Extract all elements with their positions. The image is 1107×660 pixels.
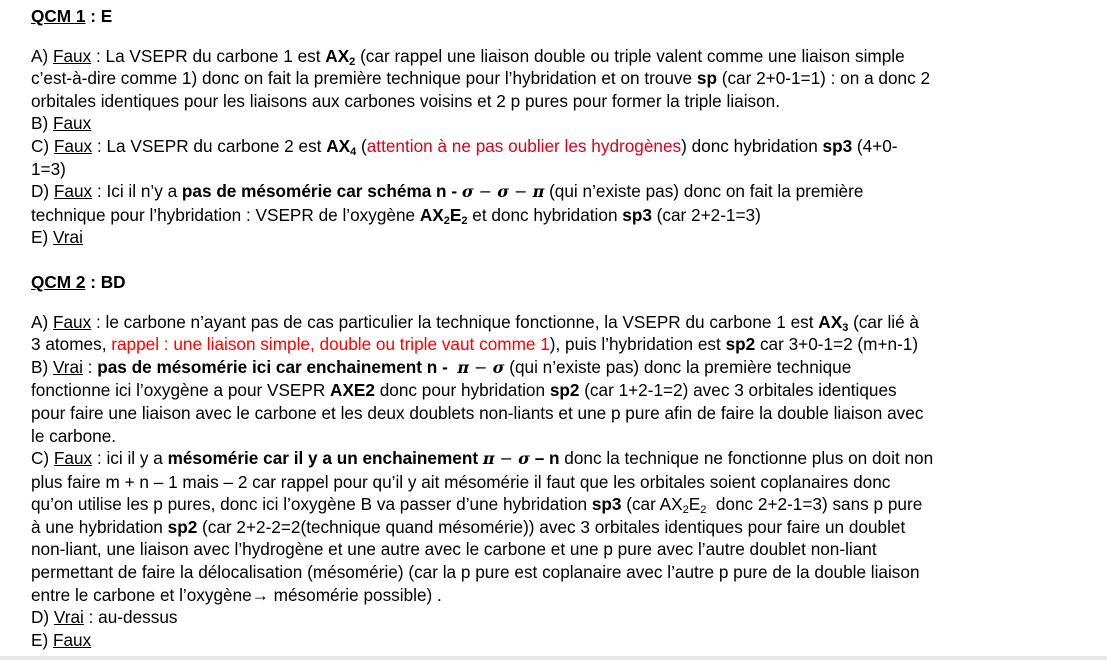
text: : Ici il n’y a	[92, 181, 182, 202]
item-letter: D)	[31, 181, 54, 202]
text: : le carbone n’ayant pas de cas particulier la technique fonctionne, la VSEPR du carbone 1 est	[91, 311, 819, 332]
bold-term: pas de mésomérie car schéma n -	[181, 181, 462, 202]
subscript: 2	[682, 504, 689, 517]
bold-term: sp2	[549, 380, 580, 401]
text: car 3+0-1=2 (m+n-1)	[755, 334, 919, 355]
bold-term: sp	[696, 68, 717, 89]
minus-symbol: −	[473, 182, 498, 202]
text: (car rappel une liaison double ou triple valent comme une liaison simple	[355, 45, 905, 66]
item-letter: A)	[31, 45, 53, 66]
text: (car 2+0-1=1) : on a donc 2	[716, 68, 931, 89]
bold-term: – n	[529, 448, 560, 469]
text: permettant de faire la délocalisation (mésomérie) (car la p pure est coplanaire avec l’autre p pure de la double liaison	[31, 562, 920, 583]
formula-text: AX	[325, 45, 350, 66]
text: donc 2+2-1=3) sans p pure	[706, 494, 923, 515]
text: plus faire m + n – 1 mais – 2 car rappel pour qu’il y ait mésomérie il faut que les orbitales soient coplanaires donc	[31, 471, 891, 492]
text: c’est-à-dire comme 1) donc on fait la première technique pour l’hybridation et on trouve	[31, 68, 697, 89]
qcm1-item-a	[31, 45, 1091, 113]
pi-symbol: π	[457, 357, 470, 377]
text: (4+0-	[852, 135, 898, 156]
verdict: Faux	[52, 45, 92, 66]
verdict: Vrai	[53, 607, 84, 628]
page-bottom-edge	[0, 656, 1107, 660]
bold-term: sp2	[167, 516, 198, 537]
text: : ici il y a	[92, 448, 168, 469]
item-letter: B)	[31, 356, 53, 377]
qcm1-item-b	[31, 112, 1091, 135]
text: (car 2+2-2=2(technique quand mésomérie)) avec 3 orbitales identiques pour faire un doublet	[197, 516, 906, 537]
text: :	[82, 356, 98, 377]
qcm2-title: QCM 2	[31, 271, 86, 292]
verdict: Faux	[53, 181, 93, 202]
text: donc la technique ne fonctionne plus on doit non	[559, 448, 934, 469]
qcm2-heading	[31, 271, 1091, 294]
item-letter: D)	[31, 607, 54, 628]
bold-term: mésomérie car il y a un enchainement	[167, 448, 483, 469]
subscript: 2	[349, 55, 356, 68]
item-letter: E)	[31, 227, 53, 248]
bold-term: AXE2	[330, 380, 375, 401]
subscript: 2	[461, 214, 468, 227]
qcm1-item-e	[31, 226, 1091, 249]
verdict: Faux	[52, 311, 92, 332]
bold-term: pas de mésomérie ici car enchainement n -	[97, 356, 458, 377]
verdict: Faux	[53, 448, 93, 469]
bold-term: sp3	[591, 494, 622, 515]
text: (car 1+2-1=2) avec 3 orbitales identiques	[579, 380, 897, 401]
qcm1-item-c	[31, 135, 1091, 180]
bold-term: sp3	[622, 204, 652, 225]
qcm2-item-c	[31, 447, 1091, 606]
qcm2-item-a	[31, 311, 1091, 356]
text: donc pour hybridation	[374, 380, 550, 401]
text: (	[356, 135, 367, 156]
verdict: Vrai	[52, 227, 83, 248]
pi-symbol: π	[482, 449, 495, 469]
qcm2-answer: : BD	[85, 271, 126, 292]
verdict: Faux	[52, 113, 92, 134]
bold-term: sp3	[822, 135, 853, 156]
subscript: 3	[842, 321, 849, 334]
minus-symbol: −	[509, 182, 533, 202]
verdict: Faux	[53, 135, 93, 156]
qcm1-answer: : E	[85, 6, 113, 26]
formula	[325, 46, 355, 66]
formula-text: AX	[419, 204, 444, 225]
sigma-symbol: σ	[518, 449, 530, 469]
text: non-liant, une liaison avec l’hydrogène et une autre avec le carbone et une p pure avec l’autre doublet non-liant	[31, 539, 877, 560]
formula-text: AX	[326, 135, 351, 156]
qcm1-title: QCM 1	[31, 6, 86, 26]
verdict: Faux	[52, 629, 92, 650]
text: et donc hybridation	[467, 204, 623, 225]
formula	[420, 205, 468, 225]
formula-text: AX	[818, 311, 843, 332]
text: qu’on utilise les p pures, donc ici l’oxygène B va passer d’une hybridation	[31, 494, 592, 515]
item-letter: B)	[31, 113, 53, 134]
text: 3 atomes,	[31, 334, 112, 355]
sigma-symbol: σ	[492, 357, 505, 377]
text: technique pour l’hybridation : VSEPR de l’oxygène	[31, 204, 420, 225]
text: à une hybridation	[31, 516, 168, 537]
bold-term: sp2	[725, 334, 756, 355]
subscript: 2	[700, 504, 707, 517]
subscript: 2	[443, 214, 450, 227]
text: 1=3)	[31, 158, 66, 179]
item-letter: C)	[31, 135, 54, 156]
subscript: 4	[350, 145, 357, 158]
formula	[326, 136, 356, 156]
pi-symbol: π	[532, 182, 545, 202]
document	[31, 5, 1091, 651]
text: : La VSEPR du carbone 2 est	[92, 135, 327, 156]
qcm1-heading	[31, 5, 1091, 28]
qcm2-item-d	[31, 606, 1091, 629]
text: orbitales identiques pour les liaisons aux carbones voisins et 2 p pures pour former la triple liaison.	[31, 90, 781, 111]
verdict: Vrai	[52, 356, 83, 377]
sigma-symbol: σ	[461, 182, 474, 202]
text: : au-dessus	[83, 607, 178, 628]
qcm1-item-d	[31, 180, 1091, 226]
red-note: attention à ne pas oublier les hydrogènes	[366, 135, 682, 156]
minus-symbol: −	[494, 449, 519, 469]
text: ) donc hybridation	[681, 135, 823, 156]
text: (car 2+2-1=3)	[651, 204, 761, 225]
item-letter: A)	[31, 311, 53, 332]
text: fonctionne ici l’oxygène a pour VSEPR	[31, 380, 331, 401]
text: entre le carbone et l’oxygène→ mésomérie possible) .	[31, 584, 442, 605]
minus-symbol: −	[469, 357, 493, 377]
text: pour faire une liaison avec le carbone et les deux doublets non-liants et une p pure afin de faire la double liaison avec	[31, 402, 924, 423]
sigma-symbol: σ	[497, 182, 510, 202]
text: (qui n’existe pas) donc on fait la première	[544, 181, 864, 202]
text: ), puis l’hybridation est	[549, 334, 726, 355]
text: : La VSEPR du carbone 1 est	[91, 45, 326, 66]
item-letter: E)	[31, 629, 53, 650]
text: (car lié à	[848, 311, 919, 332]
formula	[818, 312, 848, 332]
qcm2-item-b	[31, 356, 1091, 447]
qcm2-item-e	[31, 629, 1091, 652]
item-letter: C)	[31, 448, 54, 469]
text: le carbone.	[31, 425, 117, 446]
formula-text: E	[449, 204, 462, 225]
red-note: rappel : une liaison simple, double ou triple vaut comme 1	[111, 334, 550, 355]
text: (qui n’existe pas) donc la première technique	[504, 356, 852, 377]
text: E	[688, 494, 701, 515]
text: (car AX	[621, 494, 683, 515]
